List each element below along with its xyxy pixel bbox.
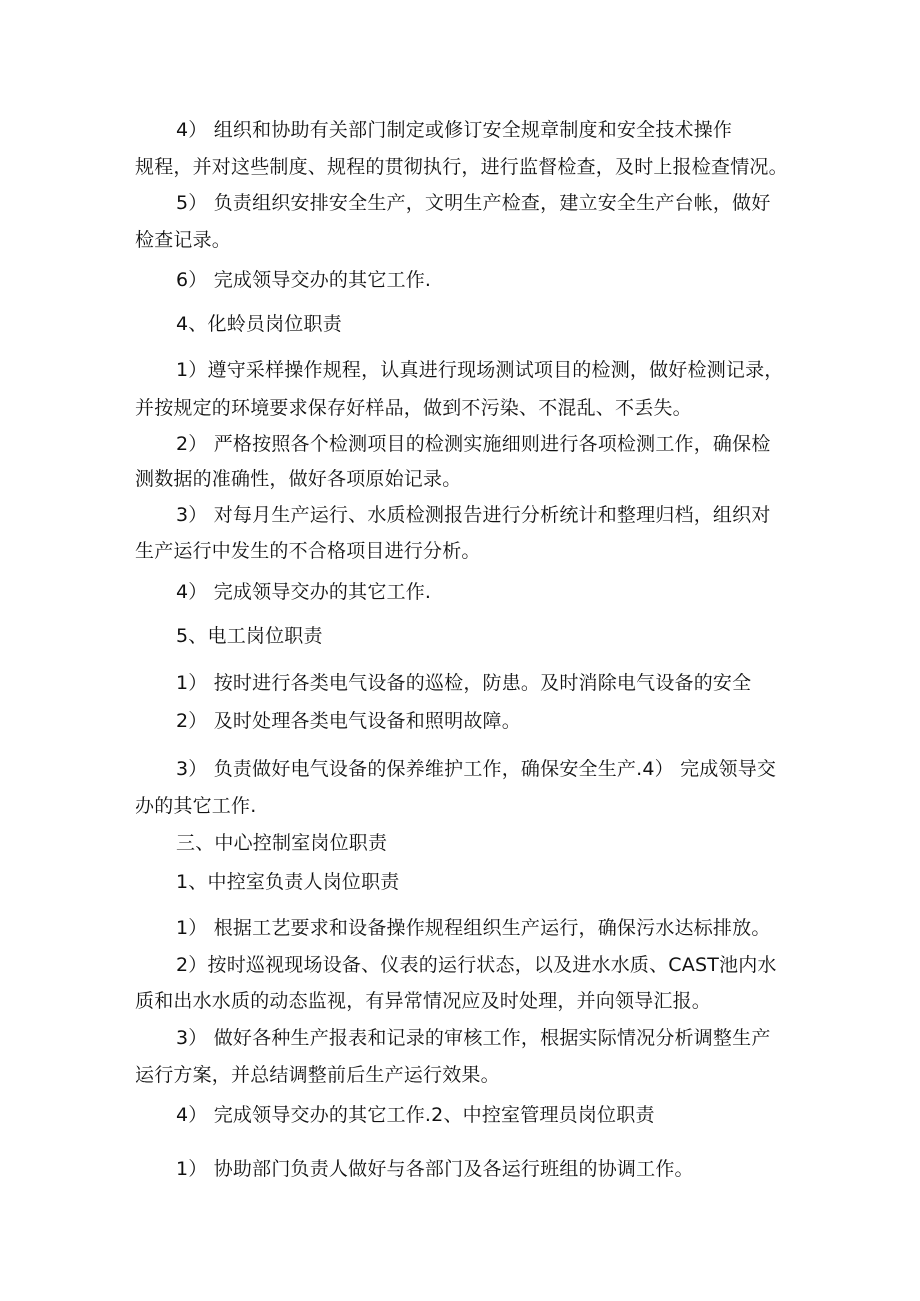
text-line: 并按规定的环境要求保存好样品，做到不污染、不混乱、不丢失。 xyxy=(135,397,692,419)
text-line: 4） 完成领导交办的其它工作.2、中控室管理员岗位职责 xyxy=(176,1104,655,1126)
text-line: 4） 组织和协助有关部门制定或修订安全规章制度和安全技术操作 xyxy=(176,119,733,141)
text-line: 2）按时巡视现场设备、仪表的运行状态，以及进水水质、CAST池内水 xyxy=(176,954,777,976)
text-line: 6） 完成领导交办的其它工作. xyxy=(176,269,432,291)
text-line: 测数据的准确性，做好各项原始记录。 xyxy=(135,468,462,490)
text-line: 2） 严格按照各个检测项目的检测实施细则进行各项检测工作，确保检 xyxy=(176,433,771,455)
text-line: 2） 及时处理各类电气设备和照明故障。 xyxy=(176,710,521,732)
text-line: 4） 完成领导交办的其它工作. xyxy=(176,581,432,603)
section-heading: 4、化蛉员岗位职责 xyxy=(176,313,342,335)
section-heading: 三、中心控制室岗位职责 xyxy=(176,832,388,854)
text-line: 检查记录。 xyxy=(135,229,232,251)
text-line: 规程，并对这些制度、规程的贯彻执行，进行监督检查，及时上报检查情况。 xyxy=(135,156,788,178)
text-line: 生产运行中发生的不合格项目进行分析。 xyxy=(135,540,481,562)
text-line: 1） 根据工艺要求和设备操作规程组织生产运行，确保污水达标排放。 xyxy=(176,917,771,939)
text-line: 1）遵守采样操作规程，认真进行现场测试项目的检测，做好检测记录， xyxy=(176,359,784,381)
text-line: 运行方案，并总结调整前后生产运行效果。 xyxy=(135,1064,500,1086)
text-line: 1） 按时进行各类电气设备的巡检，防患。及时消除电气设备的安全 xyxy=(176,672,752,694)
text-line: 质和出水水质的动态监视，有异常情况应及时处理，并向领导汇报。 xyxy=(135,990,712,1012)
text-line: 3） 对每月生产运行、水质检测报告进行分析统计和整理归档，组织对 xyxy=(176,504,771,526)
text-line: 3） 负责做好电气设备的保养维护工作，确保安全生产.4） 完成领导交 xyxy=(176,758,777,780)
section-heading: 1、中控室负责人岗位职责 xyxy=(176,871,400,893)
text-line: 1） 协助部门负责人做好与各部门及各运行班组的协调工作。 xyxy=(176,1158,694,1180)
text-line: 5） 负责组织安排安全生产，文明生产检查，建立安全生产台帐，做好 xyxy=(176,192,771,214)
text-line: 3） 做好各种生产报表和记录的审核工作，根据实际情况分析调整生产 xyxy=(176,1027,771,1049)
text-line: 办的其它工作. xyxy=(135,795,257,817)
section-heading: 5、电工岗位职责 xyxy=(176,625,323,647)
